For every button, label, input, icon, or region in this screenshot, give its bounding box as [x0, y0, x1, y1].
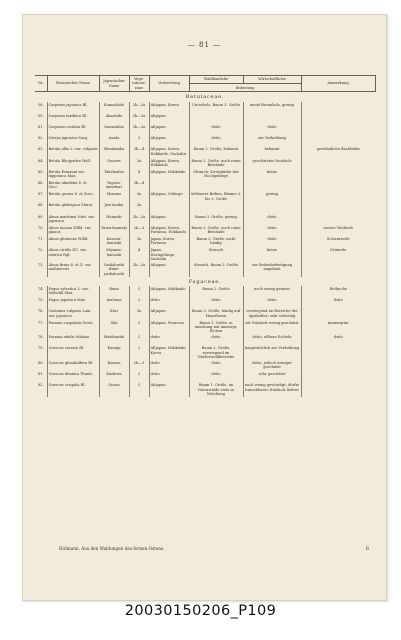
cell-distribution: dstto [149, 335, 189, 346]
cell-nr: 74. [35, 286, 47, 297]
table-row [35, 113, 375, 124]
cell-vegetation-zone: 3 [129, 320, 149, 335]
table-row [35, 320, 375, 335]
page-footer [59, 546, 369, 551]
table-row [35, 335, 375, 346]
cell-remarks [301, 136, 375, 147]
cell-economic-meaning: dstto, eßbare Eicheln [243, 335, 301, 346]
cell-forest-meaning: dstto [189, 136, 243, 147]
cell-forest-meaning: Baum 2. Größe, verwiegend im Niederwaldbetriebe [189, 346, 243, 361]
cell-remarks [301, 180, 375, 191]
cell-nr: 75. [35, 298, 47, 309]
col-vegetation-header: Vege-tations-zone [129, 76, 149, 92]
cell-remarks [301, 192, 375, 203]
cell-nr: 68. [35, 203, 47, 214]
cell-botanical-name: Fagus sylvatica L. var. Sieboldi Max. [47, 286, 99, 297]
cell-economic-meaning: noch wenig gewürdigt; dürfte brauchbares Nutzholz liefern [243, 383, 301, 398]
cell-distribution: Altjapan [149, 214, 189, 225]
cell-japanese-name: Matebashii [99, 335, 129, 346]
cell-japanese-name: Inubuna [99, 298, 129, 309]
cell-distribution: Altjapan, Korea [149, 102, 189, 113]
cell-botanical-name: Betula globispica Shirai [47, 203, 99, 214]
cell-botanical-name: Betula Ermanni var. nipponica Max. [47, 169, 99, 180]
cell-vegetation-zone: 2b—3a [129, 113, 149, 124]
cell-vegetation-zone: 2b—3 [129, 360, 149, 371]
cell-botanical-name: Alnus glutinosa Willd. [47, 236, 99, 247]
family-title: Fagaceae. [188, 278, 222, 285]
cell-distribution: dstto [149, 372, 189, 383]
cell-vegetation-zone: 2b—3a [129, 124, 149, 135]
cell-economic-meaning: meist Brennholz, gering [243, 102, 301, 113]
cell-distribution: Altjapan, Gebirge [149, 192, 189, 203]
cell-distribution [149, 180, 189, 191]
table-row [35, 147, 375, 158]
col-meaning-header: Bedeutung [189, 84, 301, 92]
cell-remarks [301, 113, 375, 124]
cell-japanese-name: Kunugi [99, 346, 129, 361]
table-row [35, 309, 375, 320]
cell-botanical-name: Castanea vulgaris Lam. var. japonica [47, 309, 99, 320]
cell-economic-meaning: dstto, jedoch weniger geschätzt [243, 360, 301, 371]
col-nr-header: Nr. [35, 76, 47, 92]
family-heading-row [35, 277, 375, 287]
cell-forest-meaning: Baum 1. Größe, in mischung mit immergr. Eichen [189, 320, 243, 335]
table-row [35, 192, 375, 203]
archive-id-caption: 20030150206_P109 [124, 603, 277, 619]
cell-botanical-name: Pasania cuspidata Oerst. [47, 320, 99, 335]
cell-distribution: Altjapan [149, 262, 189, 277]
cell-japanese-name: Shii [99, 320, 129, 335]
cell-economic-meaning: dstto [243, 214, 301, 225]
cell-nr: 82. [35, 383, 47, 398]
cell-vegetation-zone: 4 [129, 169, 149, 180]
cell-remarks: unsere Weißerle [323, 225, 354, 230]
cell-botanical-name: Alnus firma S. et Z. var. multinervis [47, 262, 99, 277]
cell-vegetation-zone: 2b—3a [129, 102, 149, 113]
cell-vegetation-zone: 2b—3a [129, 262, 149, 277]
cell-forest-meaning: Baum 1. Größe, im Naturwalde stets in Mischung [189, 383, 243, 398]
cell-economic-meaning: bekannt [243, 147, 301, 158]
cell-vegetation-zone: 3a [129, 158, 149, 169]
cell-remarks [301, 346, 375, 361]
cell-nr: 62. [35, 136, 47, 147]
cell-distribution: Altjapan, Formosa [149, 320, 189, 335]
cell-botanical-name: Carpinus japonica Bl. [47, 102, 99, 113]
cell-vegetation-zone: 3 [129, 286, 149, 297]
cell-botanical-name: Betula grossa S. et Zucc. [47, 192, 99, 203]
col-japanese-header: Japanischer Name [99, 76, 129, 92]
table-row [35, 372, 375, 383]
cell-distribution: Altjapan, Hokkaido, Korea [149, 346, 189, 361]
cell-nr: 65. [35, 169, 47, 180]
cell-distribution [149, 203, 189, 214]
cell-distribution: Altjapan [149, 124, 189, 135]
cell-forest-meaning: Baum 2. Größe, häufig auf Hausfluren [189, 309, 243, 320]
cell-remarks [301, 169, 375, 180]
cell-distribution: dstto [149, 360, 189, 371]
cell-economic-meaning [243, 113, 301, 124]
cell-distribution: Altjapan [149, 113, 189, 124]
cell-nr: 61. [35, 124, 47, 135]
table-row [35, 102, 375, 113]
cell-vegetation-zone: 3a [129, 192, 149, 203]
species-table [35, 75, 376, 397]
col-economic-header: Wirtschaftliche [243, 76, 301, 84]
table-row [35, 298, 375, 309]
cell-forest-meaning: dstto [189, 298, 243, 309]
page-number: — 81 — [187, 41, 222, 49]
cell-japanese-name: Kumashide [99, 102, 129, 113]
cell-remarks [301, 158, 375, 169]
cell-vegetation-zone: 4 [129, 247, 149, 262]
cell-nr: 66. [35, 180, 47, 191]
table-body [35, 92, 375, 397]
cell-economic-meaning [243, 180, 301, 191]
cell-nr: 77. [35, 320, 47, 335]
cell-nr: 71. [35, 236, 47, 247]
cell-japanese-name: Kawara-hannoki [99, 236, 129, 247]
cell-japanese-name: Yashabushi Hime-yashabushi [99, 262, 129, 277]
cell-nr: 64. [35, 158, 47, 169]
cell-botanical-name: Quercus crispula Bl. [47, 383, 99, 398]
table-row [35, 286, 375, 297]
cell-distribution: Altjapan [149, 136, 189, 147]
cell-vegetation-zone: 3 [129, 136, 149, 147]
cell-economic-meaning: dstto [243, 298, 301, 309]
cell-forest-meaning: Strauch [189, 247, 243, 262]
cell-distribution: Altjapan [149, 309, 189, 320]
family-heading-row [35, 92, 375, 102]
cell-forest-meaning [189, 180, 243, 191]
cell-vegetation-zone: 2b—3a [129, 214, 149, 225]
cell-botanical-name: Quercus glandulifera Bl. [47, 360, 99, 371]
cell-vegetation-zone: 3 [129, 383, 149, 398]
cell-botanical-name: Betula ulmifolia S. et Zucc. [47, 180, 99, 191]
cell-vegetation-zone: 3a [129, 203, 149, 214]
cell-botanical-name: Ostrya japonica Sarg. [47, 136, 99, 147]
cell-remarks [301, 360, 375, 371]
cell-botanical-name: Alnus maritima Nutt. var. japonica [47, 214, 99, 225]
cell-distribution: Altjapan, Korea, Hokkaido [149, 158, 189, 169]
cell-forest-meaning: dstto [189, 360, 243, 371]
cell-botanical-name: Alnus incana Willd. var. glauca [47, 225, 99, 236]
cell-remarks: Rotbuche [329, 286, 347, 291]
table-row [35, 262, 375, 277]
cell-vegetation-zone: 2 [129, 346, 149, 361]
col-forest-header: Waldbauliche [189, 76, 243, 84]
footer-source: Hofmann, Aus den Waldungen des fernen Ostens. [59, 546, 165, 551]
cell-japanese-name: Sawashiba [99, 124, 129, 135]
cell-japanese-name: Hannoki [99, 214, 129, 225]
cell-vegetation-zone: 3a [129, 236, 149, 247]
cell-distribution: Japan, Hochgebirge, Sachalin [149, 247, 189, 262]
cell-vegetation-zone: 3a [129, 309, 149, 320]
cell-forest-meaning [189, 113, 243, 124]
cell-forest-meaning: Strauch, Baum 3. Größe [189, 262, 243, 277]
cell-nr: 78. [35, 335, 47, 346]
cell-remarks [301, 214, 375, 225]
cell-economic-meaning: als Nutzholz wenig geschätzt [243, 320, 301, 335]
table-row [35, 124, 375, 135]
cell-distribution: dstto [149, 298, 189, 309]
cell-nr: 72. [35, 247, 47, 262]
cell-vegetation-zone: 3b—4 [129, 180, 149, 191]
cell-remarks [301, 262, 375, 277]
cell-japanese-name: Onara [99, 383, 129, 398]
cell-remarks [301, 203, 375, 214]
cell-economic-meaning: sehr geschätzt [243, 372, 301, 383]
col-distribution-header: Verbreitung [149, 76, 189, 92]
sheet-number: 6 [365, 546, 369, 552]
cell-nr: 79. [35, 346, 47, 361]
cell-japanese-name: Onoore [99, 158, 129, 169]
cell-remarks [301, 124, 375, 135]
cell-nr: 80. [35, 360, 47, 371]
cell-japanese-name: Yoguso-minebari [99, 180, 129, 191]
cell-japanese-name: Yama-hannoki [99, 225, 129, 236]
table-row [35, 158, 375, 169]
cell-forest-meaning: Baum 2. Größe [189, 286, 243, 297]
cell-distribution: Altjapan, Hokkaido [149, 286, 189, 297]
cell-forest-meaning: dstto [189, 372, 243, 383]
cell-economic-meaning: dstto [243, 225, 301, 236]
cell-remarks: immergrün [328, 320, 349, 325]
cell-vegetation-zone: 3 [129, 298, 149, 309]
cell-economic-meaning: verwiegend im Bereiche der Agrikultur; sehr vielseitig [243, 309, 301, 320]
cell-economic-meaning: zur Bodenbefestigung angebaut [243, 262, 301, 277]
cell-remarks [301, 309, 375, 320]
cell-remarks: dstto [333, 298, 343, 303]
cell-forest-meaning: Strauch; Zwergbirke der Hochgebirge [189, 169, 243, 180]
cell-economic-meaning: dstto [243, 236, 301, 247]
cell-japanese-name: Konara [99, 360, 129, 371]
table-row [35, 136, 375, 147]
cell-economic-meaning: keine [243, 247, 301, 262]
cell-economic-meaning: noch wenig genutzt [243, 286, 301, 297]
cell-economic-meaning: keine [243, 169, 301, 180]
cell-forest-meaning: dstto [189, 124, 243, 135]
cell-remarks: dstto [333, 335, 343, 340]
cell-remarks [301, 383, 375, 398]
cell-botanical-name: Alnus viridis DC. var. sibirica Rgl. [47, 247, 99, 262]
cell-forest-meaning: Baum 3. Größe, auch reine Bestände [189, 225, 243, 236]
cell-forest-meaning: dstto [189, 335, 243, 346]
cell-nr: 63. [35, 147, 47, 158]
table-row [35, 346, 375, 361]
cell-forest-meaning: Baum 2. Größe, auch reine Bestände [189, 158, 243, 169]
book-page [22, 14, 387, 601]
cell-botanical-name: Fagus japonica Max. [47, 298, 99, 309]
cell-japanese-name: Buna [99, 286, 129, 297]
cell-distribution: Altjapan, Korea, Formosa, Hokkaido [149, 225, 189, 236]
table-row [35, 169, 375, 180]
cell-forest-meaning [189, 203, 243, 214]
cell-japanese-name: Asada [99, 136, 129, 147]
cell-botanical-name: Carpinus laxiflora Bl. [47, 113, 99, 124]
family-title: Betulaceae. [185, 94, 225, 101]
cell-vegetation-zone: 2b—3 [129, 225, 149, 236]
cell-forest-meaning: Baum 2. Größe, bekannt [189, 147, 243, 158]
table-row [35, 383, 375, 398]
cell-botanical-name: Quercus dentata Thunb. [47, 372, 99, 383]
cell-japanese-name: Takekanba [99, 169, 129, 180]
cell-remarks: gewöhnliche Buchbirke [316, 147, 360, 152]
cell-botanical-name: Betula Bhojpattra Wall. [47, 158, 99, 169]
cell-economic-meaning: dstto [243, 124, 301, 135]
cell-vegetation-zone: 3b—4 [129, 147, 149, 158]
cell-vegetation-zone: 3 [129, 372, 149, 383]
cell-nr: 67. [35, 192, 47, 203]
cell-nr: 70. [35, 225, 47, 236]
cell-economic-meaning [243, 203, 301, 214]
cell-botanical-name: Carpinus cordata Bl. [47, 124, 99, 135]
table-row [35, 203, 375, 214]
cell-economic-meaning: hauptsächlich zur Verkohlung [243, 346, 301, 361]
cell-nr: 73. [35, 262, 47, 277]
cell-nr: 76. [35, 309, 47, 320]
cell-economic-meaning: zur Verkohlung [243, 136, 301, 147]
cell-japanese-name: Miyama-hannoki [99, 247, 129, 262]
cell-japanese-name: Akashide [99, 113, 129, 124]
cell-forest-meaning: Seltenere Birken, Bäume 2. bis 3. Größe [189, 192, 243, 203]
table-row [35, 214, 375, 225]
cell-distribution: Japan, Korea, Formosa [149, 236, 189, 247]
cell-nr: 59. [35, 113, 47, 124]
table-row [35, 236, 375, 247]
cell-remarks: Grünerle [330, 248, 347, 253]
cell-distribution: Altjapan [149, 383, 189, 398]
cell-japanese-name: Kashiwa [99, 372, 129, 383]
table-row [35, 225, 375, 236]
cell-japanese-name: Mizume [99, 192, 129, 203]
cell-japanese-name: Jizo-kanba [99, 203, 129, 214]
cell-remarks [301, 372, 375, 383]
cell-economic-meaning: geschätztes Nutzholz [243, 158, 301, 169]
cell-botanical-name: Betula alba L. var. vulgaris [47, 147, 99, 158]
col-remarks-header: Anmerkung [301, 76, 375, 92]
cell-economic-meaning: gering [243, 192, 301, 203]
header-row [35, 76, 375, 84]
cell-nr: 69. [35, 214, 47, 225]
cell-forest-meaning: Baum 3. Größe, gering [189, 214, 243, 225]
table-row [35, 360, 375, 371]
cell-japanese-name: Shirakanba [99, 147, 129, 158]
cell-distribution: Altjapan, Hokkaido [149, 169, 189, 180]
cell-japanese-name: Kuri [99, 309, 129, 320]
cell-nr: 81. [35, 372, 47, 383]
cell-remarks: Schwarzerle [326, 236, 350, 241]
cell-vegetation-zone: 2 [129, 335, 149, 346]
cell-forest-meaning: Unterholz, Baum 3. Größe [189, 102, 243, 113]
cell-nr: 58. [35, 102, 47, 113]
cell-remarks [301, 102, 375, 113]
cell-botanical-name: Quercus serrata Bl. [47, 346, 99, 361]
col-botanical-header: Botanischer Name [47, 76, 99, 92]
table-row [35, 180, 375, 191]
cell-botanical-name: Pasania edulis Makino [47, 335, 99, 346]
cell-forest-meaning: Baum 3. Größe, nicht häufig [189, 236, 243, 247]
cell-distribution: Altjapan, Korea, Hokkaido, Sachalin [149, 147, 189, 158]
table-row [35, 247, 375, 262]
